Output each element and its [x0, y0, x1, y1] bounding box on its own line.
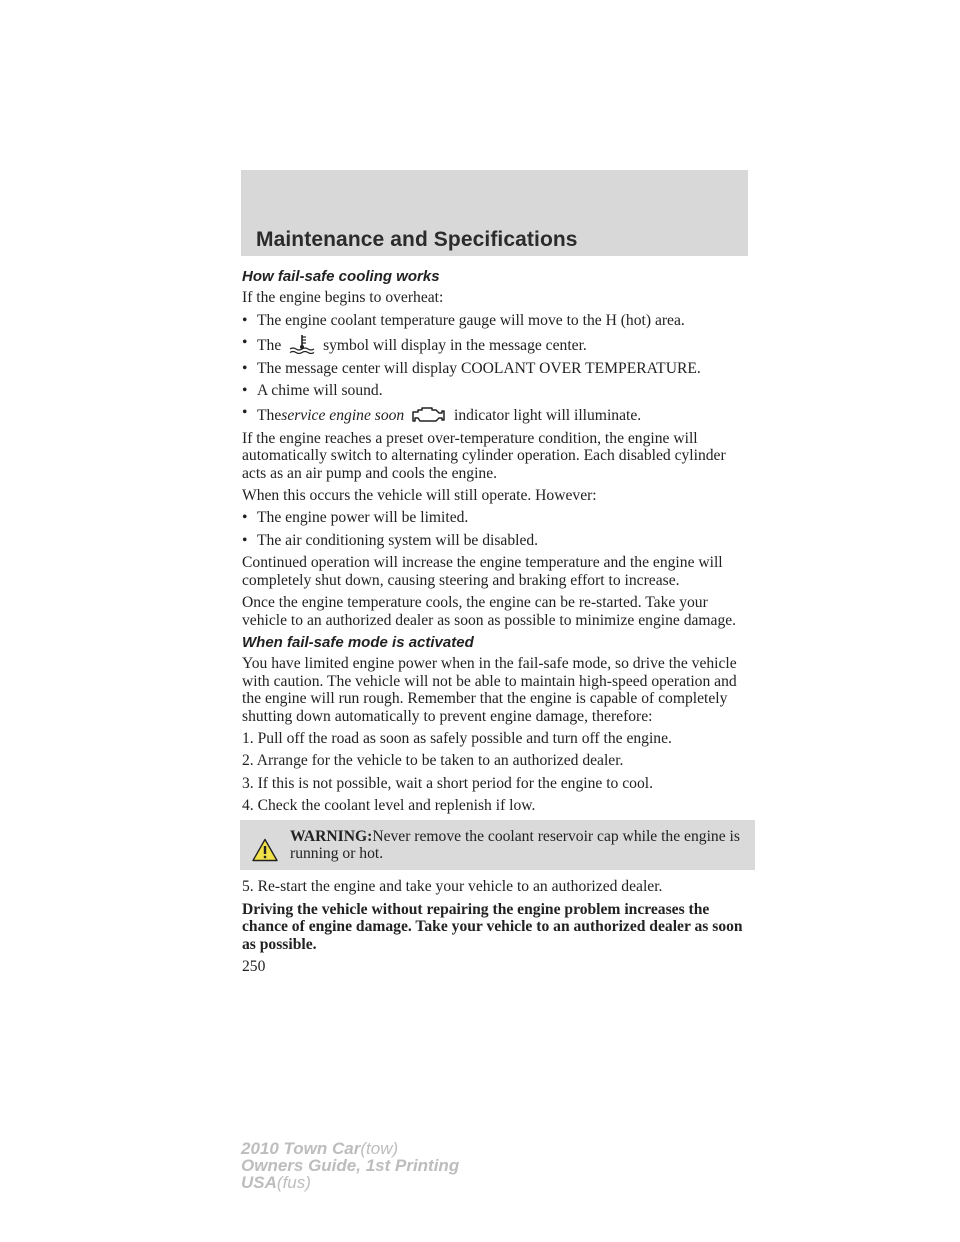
warning-box: [240, 820, 755, 871]
list-item: • A chime will sound.: [242, 382, 383, 400]
check-engine-icon: [410, 404, 448, 424]
list-item: • The air conditioning system will be disabled.: [242, 531, 539, 549]
footer-watermark: 2010 Town Car(tow) Owners Guide, 1st Printing USA(fus): [241, 1139, 460, 1192]
step-item: 2. Arrange for the vehicle to be taken to an authorized dealer.: [242, 752, 624, 770]
step-item: 4. Check the coolant level and replenish if low.: [242, 797, 536, 815]
list-item: • The engine coolant temperature gauge will move to the H (hot) area.: [242, 311, 685, 329]
section-heading-fail-safe-mode: When fail-safe mode is activated: [242, 633, 474, 651]
warning-label: WARNING:: [290, 827, 373, 845]
paragraph: When this occurs the vehicle will still operate. However:: [242, 487, 597, 505]
step-item: 5. Re-start the engine and take your vehicle to an authorized dealer.: [242, 878, 663, 896]
coolant-temperature-icon: [287, 334, 317, 354]
page-number: 250: [242, 958, 266, 975]
step-item: 1. Pull off the road as soon as safely possible and turn off the engine.: [242, 729, 672, 747]
list-item: • The symbol will display in the message center.: [242, 334, 587, 355]
paragraph: Once the engine temperature cools, the engine can be re-started. Take your vehicle to an authorized dealer as soon as possible to minimize engine damage.: [242, 594, 737, 629]
list-item: • Theservice engine soon indicator light will illuminate.: [242, 404, 642, 425]
paragraph: If the engine reaches a preset over-temperature condition, the engine will automatically switch to alternating cylinder operation. Each disabled cylinder acts as an air pump and cools the engine.: [242, 429, 726, 482]
paragraph: Continued operation will increase the engine temperature and the engine will completely shut down, causing steering and braking effort to increase.: [242, 554, 723, 589]
closing-warning-text: Driving the vehicle without repairing the engine problem increases the chance of engine damage. Take your vehicle to an authorized dealer as soon as possible.: [242, 900, 743, 953]
paragraph: You have limited engine power when in the fail-safe mode, so drive the vehicle with caution. The vehicle will not be able to maintain high-speed operation and the engine will run rough. Remember that the engine is capable of completely shutting down automatically to prevent engine damage, therefore:: [242, 655, 737, 725]
section-heading-fail-safe-cooling: How fail-safe cooling works: [242, 268, 440, 285]
warning-triangle-icon: [252, 838, 278, 862]
warning-text: WARNING:Never remove the coolant reservoir cap while the engine is running or hot.: [290, 827, 740, 862]
step-item: 3. If this is not possible, wait a short period for the engine to cool.: [242, 774, 653, 792]
list-item: • The message center will display COOLANT OVER TEMPERATURE.: [242, 359, 701, 377]
page-content: [242, 268, 752, 980]
page-title: Maintenance and Specifications: [256, 228, 578, 251]
list-item: • The engine power will be limited.: [242, 509, 469, 527]
intro-text: If the engine begins to overheat:: [242, 289, 444, 307]
